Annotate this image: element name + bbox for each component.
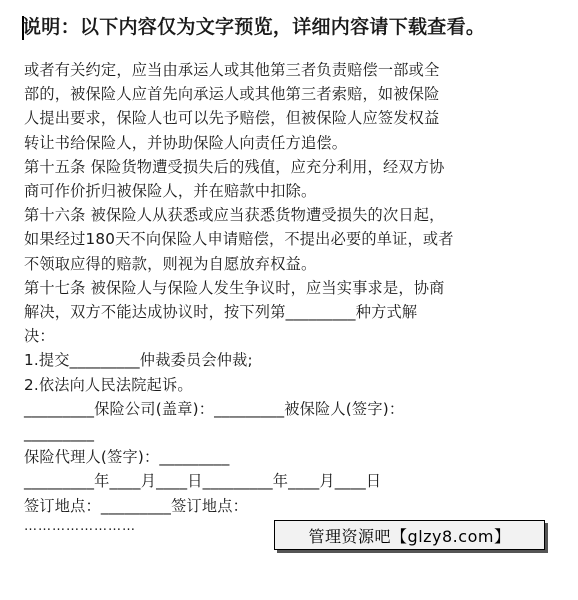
article-15-line: 第十五条 保险货物遭受损失后的残值，应充分利用，经双方协 — [24, 157, 445, 176]
document-body — [24, 58, 554, 536]
watermark-badge — [274, 520, 545, 550]
preview-notice: 说明：以下内容仅为文字预览，详细内容请下载查看。 — [22, 16, 486, 38]
agent-signature-line: 保险代理人(签字)：_________ — [24, 448, 230, 467]
text-line: 或者有关约定，应当由承运人或其他第三者负责赔偿一部或全 — [24, 61, 440, 79]
date-line: _________年____月____日_________年____月____日 — [24, 472, 382, 491]
text-line: 商可作价折归被保险人，并在赔款中扣除。 — [24, 182, 317, 201]
text-line: 决： — [24, 327, 55, 346]
option-1-line: 1.提交_________仲裁委员会仲裁; — [24, 351, 253, 370]
text-line: 不领取应得的赔款，则视为自愿放弃权益。 — [24, 254, 317, 273]
text-line: 部的，被保险人应首先向承运人或其他第三者索赔，如被保险 — [24, 85, 440, 104]
article-16-line: 第十六条 被保险人从获悉或应当获悉货物遭受损失的次日起， — [24, 206, 445, 225]
text-line: 转让书给保险人，并协助保险人向责任方追偿。 — [24, 133, 348, 152]
signature-line: _________保险公司(盖章)：_________被保险人(签字)： — [24, 399, 405, 418]
continuation-dots: …………………… — [24, 518, 136, 534]
text-line: 解决，双方不能达成协议时，按下列第_________种方式解 — [24, 303, 418, 322]
text-line: 如果经过180天不向保险人申请赔偿，不提出必要的单证，或者 — [24, 230, 454, 249]
signature-line: _________ — [24, 424, 95, 443]
option-2-line: 2.依法向人民法院起诉。 — [24, 375, 193, 394]
article-17-line: 第十七条 被保险人与保险人发生争议时，应当实事求是，协商 — [24, 278, 445, 297]
signing-place-line: 签订地点：_________签订地点： — [24, 496, 249, 515]
text-line: 人提出要求，保险人也可以先予赔偿，但被保险人应签发权益 — [24, 109, 440, 128]
watermark-text: 管理资源吧【glzy8.com】 — [308, 526, 511, 546]
